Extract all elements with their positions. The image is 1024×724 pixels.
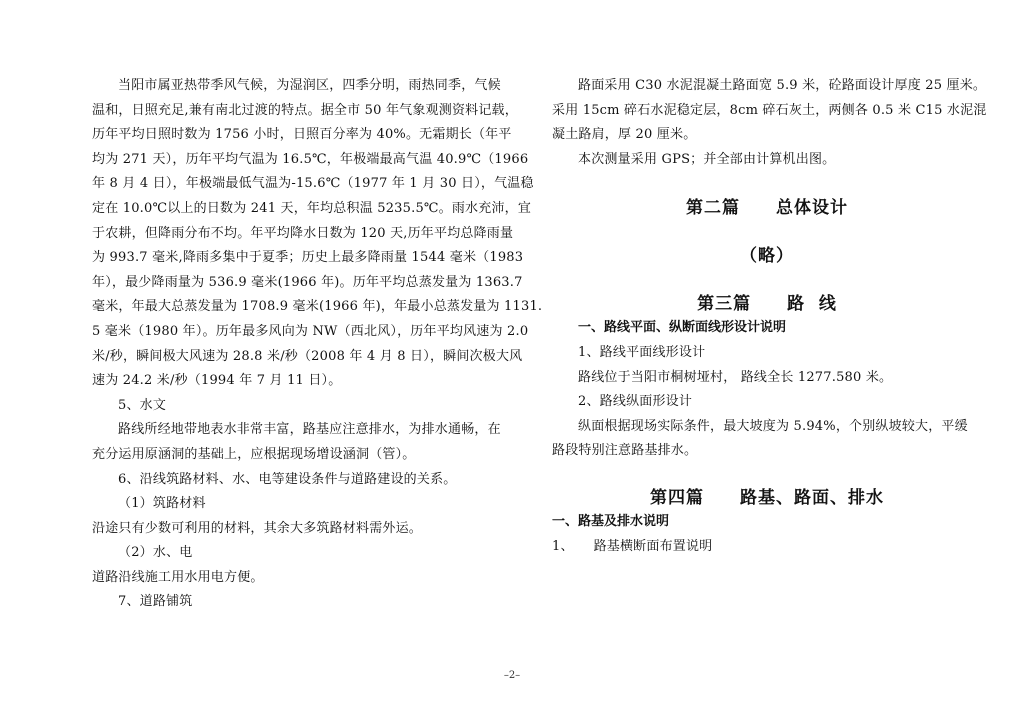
climate-line: 定在 10.0℃以上的日数为 241 天，年均总积温 5235.5℃。雨水充沛，宜 <box>92 200 532 216</box>
pavement-line: 采用 15cm 碎石水泥稳定层，8cm 碎石灰土，两侧各 0.5 米 C15 水泥混 <box>552 102 987 118</box>
climate-line: 为 993.7 毫米,降雨多集中于夏季；历史上最多降雨量 1544 毫米（1983 <box>92 250 524 266</box>
hydro-line: 充分运用原涵洞的基础上，应根据现场增设涵洞（管）。 <box>92 446 416 462</box>
item6-1-text: 沿途只有少数可利用的材料，其余大多筑路材料需外运。 <box>92 520 423 536</box>
pavement-line: 凝土路肩，厚 20 厘米。 <box>552 127 697 143</box>
climate-line: 于农耕，但降雨分布不均。年平均降水日数为 120 天,历年平均总降雨量 <box>92 225 514 241</box>
hydro-line: 路线所经地带地表水非常丰富，路基应注意排水，为排水通畅，在 <box>118 422 501 438</box>
climate-line: 温和，日照充足,兼有南北过渡的特点。据全市 50 年气象观测资料记载， <box>92 102 518 118</box>
part4-subheading: 一、路基及排水说明 <box>552 513 670 529</box>
part2-title: 第二篇 总体设计 <box>686 198 848 219</box>
climate-line: 均为 271 天），历年平均气温为 16.5℃，年极端最高气温 40.9℃（1966 <box>92 151 529 167</box>
part3-title: 第三篇 路 线 <box>697 294 837 315</box>
item6-heading: 6、沿线筑路材料、水、电等建设条件与道路建设的关系。 <box>118 471 457 487</box>
climate-line: 5 毫米（1980 年）。历年最多风向为 NW（西北风），历年平均风速为 2.0 <box>92 323 529 339</box>
part4-item1-heading: 1、 路基横断面布置说明 <box>552 538 713 554</box>
item6-1-heading: （1）筑路材料 <box>118 496 206 512</box>
climate-line: 当阳市属亚热带季风气候，为湿润区，四季分明，雨热同季，气候 <box>118 78 501 93</box>
part3-item1-text: 路线位于当阳市桐树垭村， 路线全长 1277.580 米。 <box>578 369 893 385</box>
page-number: –2– <box>503 670 521 681</box>
item6-2-text: 道路沿线施工用水用电方便。 <box>92 569 264 585</box>
hydro-heading: 5、水文 <box>118 397 167 413</box>
part3-item2-text: 纵面根据现场实际条件，最大坡度为 5.94%，个别纵坡较大，平缓 <box>578 418 968 434</box>
part2-omitted: （略） <box>740 246 794 267</box>
left-column <box>92 74 543 615</box>
climate-line: 米/秒，瞬间极大风速为 28.8 米/秒（2008 年 4 月 8 日），瞬间次极大风 <box>92 348 523 364</box>
part3-item2-heading: 2、路线纵面形设计 <box>578 394 693 410</box>
right-column <box>552 74 987 559</box>
pavement-line: 路面采用 C30 水泥混凝土路面宽 5.9 米，砼路面设计厚度 25 厘米。 <box>578 78 987 93</box>
climate-line: 速为 24.2 米/秒（1994 年 7 月 11 日）。 <box>92 373 342 389</box>
climate-line: 年 8 月 4 日），年极端最低气温为-15.6℃（1977 年 1 月 30 日），气温稳 <box>92 176 534 192</box>
climate-line: 年），最少降雨量为 536.9 毫米(1966 年)。历年平均总蒸发量为 1363.7 <box>92 274 523 290</box>
part4-title: 第四篇 路基、路面、排水 <box>650 487 884 508</box>
part3-item1-heading: 1、路线平面线形设计 <box>578 344 706 360</box>
part3-subheading: 一、路线平面、纵断面线形设计说明 <box>578 320 787 336</box>
part3-item2-text: 路段特别注意路基排水。 <box>552 443 698 459</box>
item7-heading: 7、道路铺筑 <box>118 594 193 610</box>
climate-line: 历年平均日照时数为 1756 小时，日照百分率为 40%。无霜期长（年平 <box>92 127 512 143</box>
climate-line: 毫米，年最大总蒸发量为 1708.9 毫米(1966 年)，年最小总蒸发量为 1131. <box>92 299 543 315</box>
item6-2-heading: （2）水、电 <box>118 545 193 561</box>
survey-line: 本次测量采用 GPS；并全部由计算机出图。 <box>578 151 836 167</box>
